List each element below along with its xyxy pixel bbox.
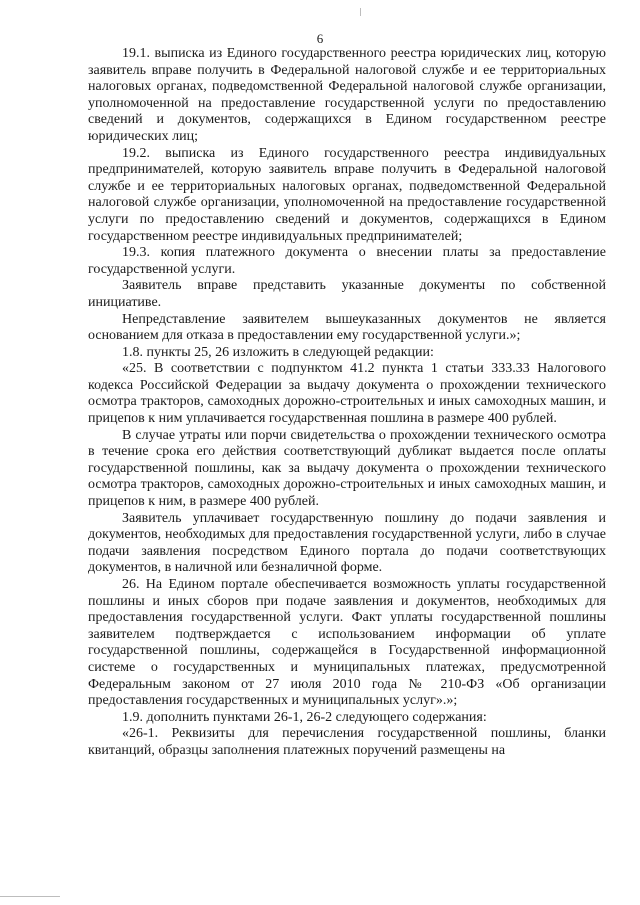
paragraph-non-submission: Непредставление заявителем вышеуказанных документов не является основанием для отказа в предоставлении ему государственной услуги.»; <box>88 311 606 344</box>
paragraph-26: 26. На Едином портале обеспечивается возможность уплаты государственной пошлины и иных сборов при подаче заявления и документов, необходимых для предоставления государственной услуги. Факт уплаты государственной пошлины заявителем подтверждается с использованием информации об уплате государственной пошлины, содержащейся в Государственной информационной системе о государственных и муниципальных платежах, предусмотренной Федеральным законом от 27 июля 2010 года № 210-ФЗ «Об организации предоставления государственных и муниципальных услуг».»; <box>88 577 606 709</box>
paragraph-payment-timing: Заявитель уплачивает государственную пошлину до подачи заявления и документов, необходимых для предоставления государственной услуги, либо в случае подачи заявления посредством Единого портала до подачи соответствующих документов, в наличной или безналичной форме. <box>88 510 606 576</box>
document-body <box>88 46 606 760</box>
paragraph-duplicate: В случае утраты или порчи свидетельства о прохождении технического осмотра в течение срока его действия соответствующий дубликат выдается после оплаты государственной пошлины, как за выдачу документа о прохождении технического осмотра тракторов, самоходных дорожно-строительных и иных самоходных машин, и прицепов к ним, в размере 400 рублей. <box>88 427 606 510</box>
paragraph-19-1: 19.1. выписка из Единого государственного реестра юридических лиц, которую заявитель вправе получить в Федеральной налоговой службе и ее территориальных налоговых органах, подведомственной Федеральной налоговой службе организации, уполномоченной на предоставление государственной услуги по предоставлению сведений и документов, содержащихся в Едином государственном реестре юридических лиц; <box>88 46 606 144</box>
paragraph-25: «25. В соответствии с подпунктом 41.2 пункта 1 статьи 333.33 Налогового кодекса Российской Федерации за выдачу документа о прохождении технического осмотра тракторов, самоходных дорожно-строительных и иных самоходных машин, и прицепов к ним уплачивается государственная пошлина в размере 400 рублей. <box>88 361 606 427</box>
paragraph-26-1: «26-1. Реквизиты для перечисления государственной пошлины, бланки квитанций, образцы заполнения платежных поручений размещены на <box>88 726 606 758</box>
paragraph-applicant-right: Заявитель вправе представить указанные документы по собственной инициативе. <box>88 278 606 310</box>
paragraph-19-3: 19.3. копия платежного документа о внесении платы за предоставление государственной услуги. <box>88 245 606 277</box>
page-number: 6 <box>316 31 324 46</box>
scan-artifact-top <box>360 8 361 16</box>
scan-artifact-bottom <box>0 896 60 897</box>
paragraph-1-8: 1.8. пункты 25, 26 изложить в следующей редакции: <box>122 344 434 360</box>
paragraph-19-2: 19.2. выписка из Единого государственного реестра индивидуальных предпринимателей, которую заявитель вправе получить в Федеральной налоговой службе и ее территориальных налоговых органах, подведомственной Федеральной налоговой службе организации, уполномоченной на предоставление государственной услуги по предоставлению сведений и документов, содержащихся в Едином государственном реестре индивидуальных предпринимателей; <box>88 145 606 244</box>
paragraph-1-9: 1.9. дополнить пунктами 26-1, 26-2 следующего содержания: <box>122 709 487 725</box>
